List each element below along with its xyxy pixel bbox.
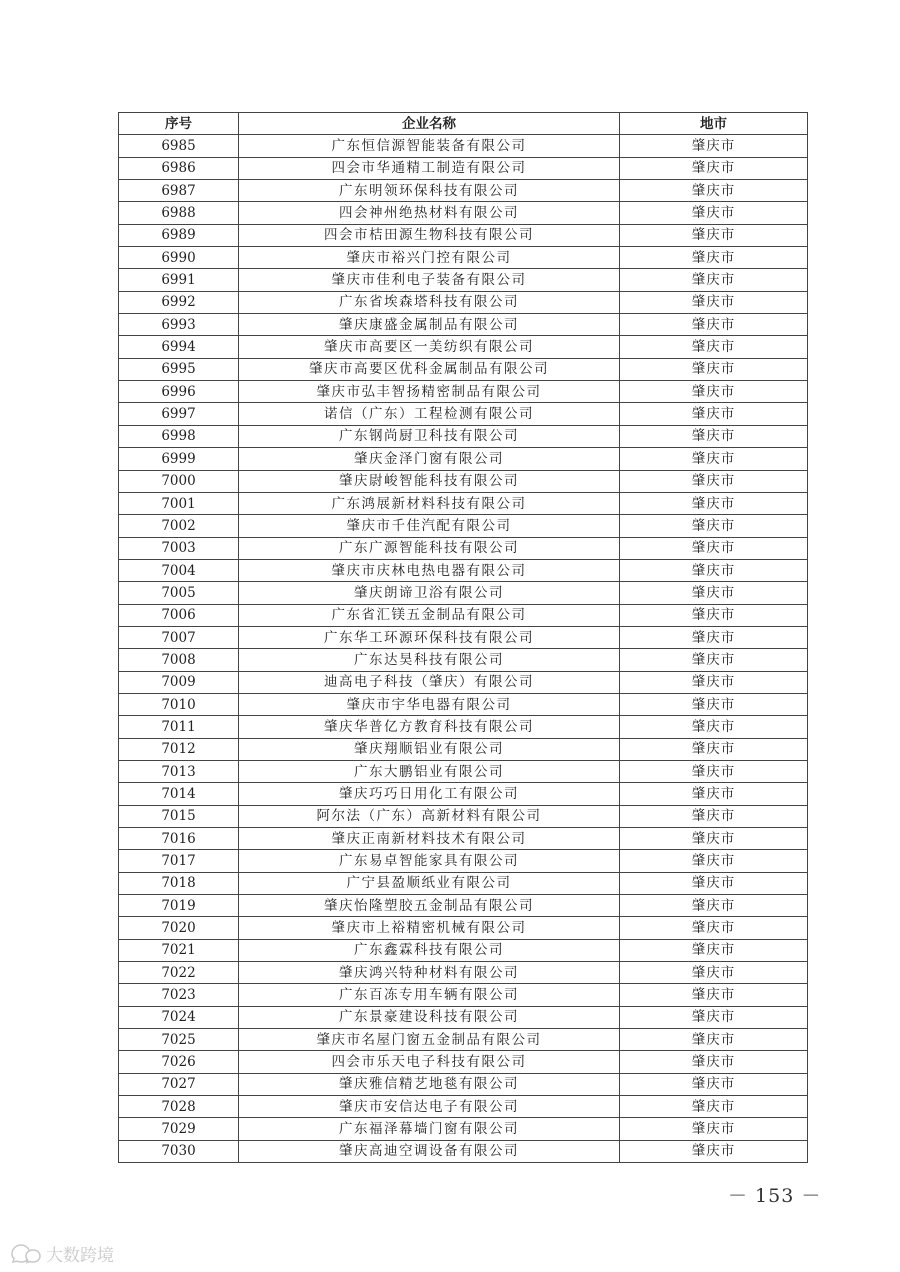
table-row <box>119 1118 808 1140</box>
table-row <box>119 180 808 202</box>
city: 肇庆市 <box>620 805 808 827</box>
city: 肇庆市 <box>620 537 808 559</box>
city: 肇庆市 <box>620 403 808 425</box>
company-name: 肇庆市宇华电器有限公司 <box>239 693 620 715</box>
table-row <box>119 760 808 782</box>
table-row <box>119 358 808 380</box>
table-row <box>119 448 808 470</box>
row-index: 7025 <box>119 1029 239 1051</box>
row-index: 7005 <box>119 582 239 604</box>
row-index: 7006 <box>119 604 239 626</box>
table-row <box>119 1073 808 1095</box>
row-index: 6992 <box>119 291 239 313</box>
row-index: 6990 <box>119 247 239 269</box>
city: 肇庆市 <box>620 358 808 380</box>
company-name: 广东省埃森塔科技有限公司 <box>239 291 620 313</box>
row-index: 7011 <box>119 716 239 738</box>
company-name: 肇庆市佳利电子装备有限公司 <box>239 269 620 291</box>
row-index: 7010 <box>119 693 239 715</box>
city: 肇庆市 <box>620 1073 808 1095</box>
city: 肇庆市 <box>620 492 808 514</box>
table-row <box>119 1029 808 1051</box>
company-name: 肇庆怡隆塑胶五金制品有限公司 <box>239 895 620 917</box>
table-row <box>119 470 808 492</box>
table-row <box>119 649 808 671</box>
row-index: 7022 <box>119 962 239 984</box>
city: 肇庆市 <box>620 381 808 403</box>
table-row <box>119 537 808 559</box>
city: 肇庆市 <box>620 269 808 291</box>
table-row <box>119 850 808 872</box>
city: 肇庆市 <box>620 984 808 1006</box>
company-name: 广东鸿展新材料科技有限公司 <box>239 492 620 514</box>
city: 肇庆市 <box>620 202 808 224</box>
table-row <box>119 1051 808 1073</box>
row-index: 7026 <box>119 1051 239 1073</box>
row-index: 7016 <box>119 828 239 850</box>
city: 肇庆市 <box>620 314 808 336</box>
company-name: 肇庆正南新材料技术有限公司 <box>239 828 620 850</box>
row-index: 7027 <box>119 1073 239 1095</box>
city: 肇庆市 <box>620 1029 808 1051</box>
city: 肇庆市 <box>620 783 808 805</box>
city: 肇庆市 <box>620 157 808 179</box>
company-name: 迪高电子科技（肇庆）有限公司 <box>239 671 620 693</box>
row-index: 7015 <box>119 805 239 827</box>
table-row <box>119 515 808 537</box>
city: 肇庆市 <box>620 828 808 850</box>
enterprise-table <box>118 112 808 1163</box>
row-index: 6998 <box>119 425 239 447</box>
company-name: 广东福泽幕墙门窗有限公司 <box>239 1118 620 1140</box>
table-row <box>119 895 808 917</box>
table-row <box>119 604 808 626</box>
table-row <box>119 962 808 984</box>
table-row <box>119 202 808 224</box>
company-name: 广东省汇镁五金制品有限公司 <box>239 604 620 626</box>
table-row <box>119 1140 808 1162</box>
company-name: 肇庆市弘丰智扬精密制品有限公司 <box>239 381 620 403</box>
row-index: 7018 <box>119 872 239 894</box>
table-row <box>119 381 808 403</box>
city: 肇庆市 <box>620 1051 808 1073</box>
row-index: 7009 <box>119 671 239 693</box>
company-name: 广东广源智能科技有限公司 <box>239 537 620 559</box>
company-name: 广东鑫霖科技有限公司 <box>239 939 620 961</box>
row-index: 7019 <box>119 895 239 917</box>
company-name: 肇庆鸿兴特种材料有限公司 <box>239 962 620 984</box>
table-row <box>119 247 808 269</box>
table-row <box>119 872 808 894</box>
row-index: 7029 <box>119 1118 239 1140</box>
company-name: 广东达昊科技有限公司 <box>239 649 620 671</box>
row-index: 6995 <box>119 358 239 380</box>
city: 肇庆市 <box>620 760 808 782</box>
row-index: 6986 <box>119 157 239 179</box>
company-name: 诺信（广东）工程检测有限公司 <box>239 403 620 425</box>
row-index: 7004 <box>119 559 239 581</box>
watermark <box>8 1240 114 1266</box>
city: 肇庆市 <box>620 626 808 648</box>
table-header-row <box>119 113 808 135</box>
row-index: 6993 <box>119 314 239 336</box>
company-name: 肇庆市安信达电子有限公司 <box>239 1096 620 1118</box>
page-number: － 153 － <box>728 1185 822 1207</box>
company-name: 广东钢尚厨卫科技有限公司 <box>239 425 620 447</box>
company-name: 肇庆尉峻智能科技有限公司 <box>239 470 620 492</box>
company-name: 广东大鹏铝业有限公司 <box>239 760 620 782</box>
row-index: 7008 <box>119 649 239 671</box>
city: 肇庆市 <box>620 180 808 202</box>
company-name: 肇庆雅信精艺地毯有限公司 <box>239 1073 620 1095</box>
city: 肇庆市 <box>620 224 808 246</box>
table-row <box>119 291 808 313</box>
company-name: 四会市乐天电子科技有限公司 <box>239 1051 620 1073</box>
company-name: 肇庆市裕兴门控有限公司 <box>239 247 620 269</box>
table-row <box>119 224 808 246</box>
company-name: 阿尔法（广东）高新材料有限公司 <box>239 805 620 827</box>
table-row <box>119 917 808 939</box>
company-name: 肇庆康盛金属制品有限公司 <box>239 314 620 336</box>
city: 肇庆市 <box>620 738 808 760</box>
city: 肇庆市 <box>620 425 808 447</box>
company-name: 四会市华通精工制造有限公司 <box>239 157 620 179</box>
company-name: 肇庆朗谛卫浴有限公司 <box>239 582 620 604</box>
row-index: 6989 <box>119 224 239 246</box>
table-row <box>119 559 808 581</box>
table-row <box>119 716 808 738</box>
table-row <box>119 693 808 715</box>
row-index: 7023 <box>119 984 239 1006</box>
city: 肇庆市 <box>620 917 808 939</box>
city: 肇庆市 <box>620 939 808 961</box>
row-index: 6991 <box>119 269 239 291</box>
wechat-logo-icon <box>8 1242 42 1264</box>
row-index: 6997 <box>119 403 239 425</box>
table-row <box>119 157 808 179</box>
row-index: 7003 <box>119 537 239 559</box>
company-name: 肇庆市名屋门窗五金制品有限公司 <box>239 1029 620 1051</box>
row-index: 6988 <box>119 202 239 224</box>
table-row <box>119 939 808 961</box>
city: 肇庆市 <box>620 515 808 537</box>
table-row <box>119 425 808 447</box>
table-row <box>119 828 808 850</box>
city: 肇庆市 <box>620 247 808 269</box>
row-index: 7024 <box>119 1006 239 1028</box>
company-name: 广东明领环保科技有限公司 <box>239 180 620 202</box>
city: 肇庆市 <box>620 1118 808 1140</box>
header-city: 地市 <box>620 113 808 135</box>
table-row <box>119 269 808 291</box>
company-name: 广东易卓智能家具有限公司 <box>239 850 620 872</box>
company-name: 广东华工环源环保科技有限公司 <box>239 626 620 648</box>
city: 肇庆市 <box>620 582 808 604</box>
table-row <box>119 403 808 425</box>
company-name: 肇庆市高要区一美纺织有限公司 <box>239 336 620 358</box>
city: 肇庆市 <box>620 671 808 693</box>
company-name: 肇庆市庆林电热电器有限公司 <box>239 559 620 581</box>
row-index: 6999 <box>119 448 239 470</box>
city: 肇庆市 <box>620 872 808 894</box>
row-index: 7012 <box>119 738 239 760</box>
table-row <box>119 492 808 514</box>
table-row <box>119 626 808 648</box>
table-row <box>119 314 808 336</box>
city: 肇庆市 <box>620 448 808 470</box>
company-name: 肇庆市千佳汽配有限公司 <box>239 515 620 537</box>
company-name: 广东百冻专用车辆有限公司 <box>239 984 620 1006</box>
company-name: 肇庆巧巧日用化工有限公司 <box>239 783 620 805</box>
city: 肇庆市 <box>620 470 808 492</box>
company-name: 肇庆市上裕精密机械有限公司 <box>239 917 620 939</box>
company-name: 肇庆市高要区优科金属制品有限公司 <box>239 358 620 380</box>
row-index: 7030 <box>119 1140 239 1162</box>
city: 肇庆市 <box>620 559 808 581</box>
row-index: 7001 <box>119 492 239 514</box>
company-name: 肇庆华普亿方教育科技有限公司 <box>239 716 620 738</box>
row-index: 7014 <box>119 783 239 805</box>
row-index: 6996 <box>119 381 239 403</box>
header-company: 企业名称 <box>239 113 620 135</box>
city: 肇庆市 <box>620 291 808 313</box>
table-row <box>119 135 808 157</box>
city: 肇庆市 <box>620 604 808 626</box>
row-index: 7017 <box>119 850 239 872</box>
city: 肇庆市 <box>620 1096 808 1118</box>
company-name: 广东景豪建设科技有限公司 <box>239 1006 620 1028</box>
row-index: 7021 <box>119 939 239 961</box>
table-row <box>119 671 808 693</box>
table-row <box>119 783 808 805</box>
city: 肇庆市 <box>620 850 808 872</box>
city: 肇庆市 <box>620 336 808 358</box>
table-row <box>119 805 808 827</box>
watermark-text: 大数跨境 <box>46 1245 114 1266</box>
table-row <box>119 582 808 604</box>
row-index: 7002 <box>119 515 239 537</box>
company-name: 肇庆金泽门窗有限公司 <box>239 448 620 470</box>
city: 肇庆市 <box>620 895 808 917</box>
table-row <box>119 1096 808 1118</box>
table-row <box>119 984 808 1006</box>
header-index: 序号 <box>119 113 239 135</box>
row-index: 6985 <box>119 135 239 157</box>
row-index: 6987 <box>119 180 239 202</box>
row-index: 7007 <box>119 626 239 648</box>
table-row <box>119 336 808 358</box>
table-row <box>119 738 808 760</box>
company-name: 广东恒信源智能装备有限公司 <box>239 135 620 157</box>
company-name: 四会市桔田源生物科技有限公司 <box>239 224 620 246</box>
row-index: 6994 <box>119 336 239 358</box>
city: 肇庆市 <box>620 135 808 157</box>
row-index: 7028 <box>119 1096 239 1118</box>
company-name: 广宁县盈顺纸业有限公司 <box>239 872 620 894</box>
company-name: 四会神州绝热材料有限公司 <box>239 202 620 224</box>
city: 肇庆市 <box>620 716 808 738</box>
company-name: 肇庆高迪空调设备有限公司 <box>239 1140 620 1162</box>
row-index: 7000 <box>119 470 239 492</box>
table-row <box>119 1006 808 1028</box>
city: 肇庆市 <box>620 649 808 671</box>
row-index: 7013 <box>119 760 239 782</box>
company-name: 肇庆翔顺铝业有限公司 <box>239 738 620 760</box>
row-index: 7020 <box>119 917 239 939</box>
city: 肇庆市 <box>620 1140 808 1162</box>
city: 肇庆市 <box>620 962 808 984</box>
city: 肇庆市 <box>620 1006 808 1028</box>
city: 肇庆市 <box>620 693 808 715</box>
